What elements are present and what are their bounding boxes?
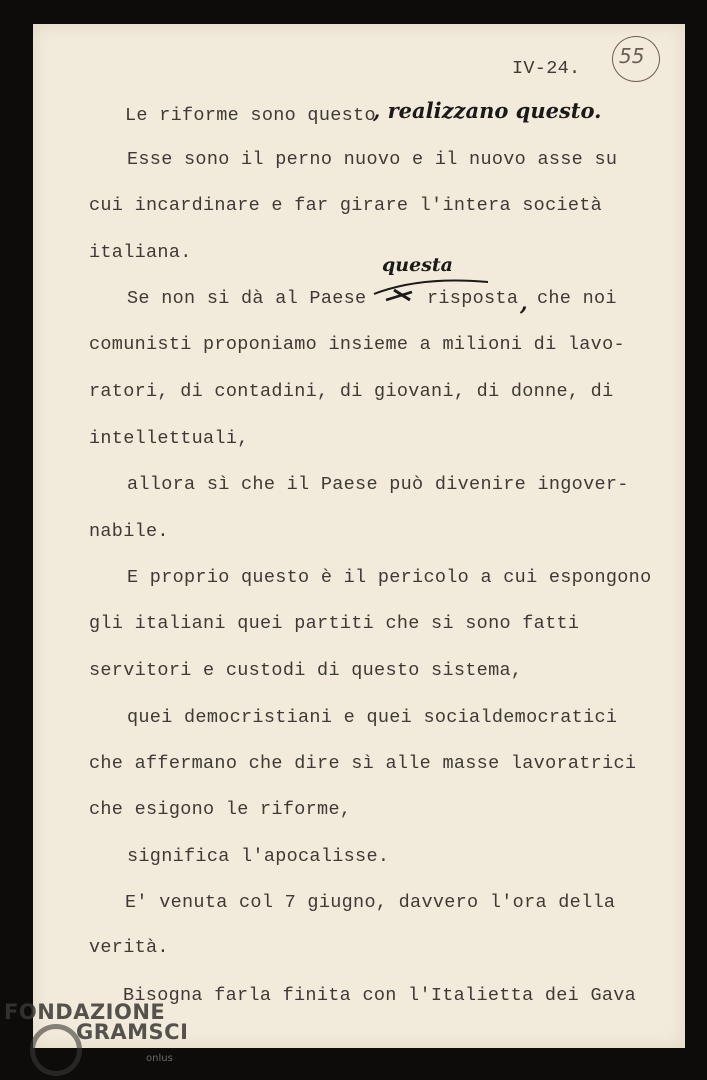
text-line: verità. [89, 937, 169, 958]
handwritten-insertion: , realizzano questo. [373, 98, 602, 123]
page-code: IV-24. [512, 58, 581, 79]
text-line: Bisogna farla finita con l'Italietta dei Gava [123, 985, 637, 1006]
text-line: che noi [537, 288, 617, 309]
text-line: che affermano che dire sì alle masse lavoratrici [89, 753, 637, 774]
watermark-name: GRAMSCI [76, 1020, 189, 1044]
text-line: Le riforme sono questo [125, 105, 376, 126]
text-line: quei democristiani e quei socialdemocratici [127, 707, 618, 728]
text-line: Esse sono il perno nuovo e il nuovo asse su [127, 149, 618, 170]
text-line: gli italiani quei partiti che si sono fatti [89, 613, 580, 634]
text-line: E' venuta col 7 giugno, davvero l'ora della [125, 892, 616, 913]
page-number: 55 [619, 44, 645, 68]
text-line: che esigono le riforme, [89, 799, 352, 820]
handwritten-comma: , [520, 290, 528, 316]
text-line: intellettuali, [89, 428, 249, 449]
watermark-suffix: onlus [146, 1053, 173, 1064]
text-line: risposta [427, 288, 519, 309]
text-line: ratori, di contadini, di giovani, di donne, di [89, 381, 614, 402]
watermark-logo-icon [30, 1024, 82, 1076]
text-line: servitori e custodi di questo sistema, [89, 660, 523, 681]
text-line: italiana. [89, 242, 192, 263]
text-line: significa l'apocalisse. [127, 846, 390, 867]
watermark-name: FONDAZIONE [4, 1000, 166, 1024]
text-line: E proprio questo è il pericolo a cui espongono [127, 567, 652, 588]
text-line: nabile. [89, 521, 169, 542]
text-line: cui incardinare e far girare l'intera società [89, 195, 603, 216]
text-line: Se non si dà al Paese [127, 288, 367, 309]
handwritten-insertion: questa [382, 254, 453, 276]
text-line: comunisti proponiamo insieme a milioni di lavo- [89, 334, 625, 355]
text-line: allora sì che il Paese può divenire ingover- [127, 474, 629, 495]
